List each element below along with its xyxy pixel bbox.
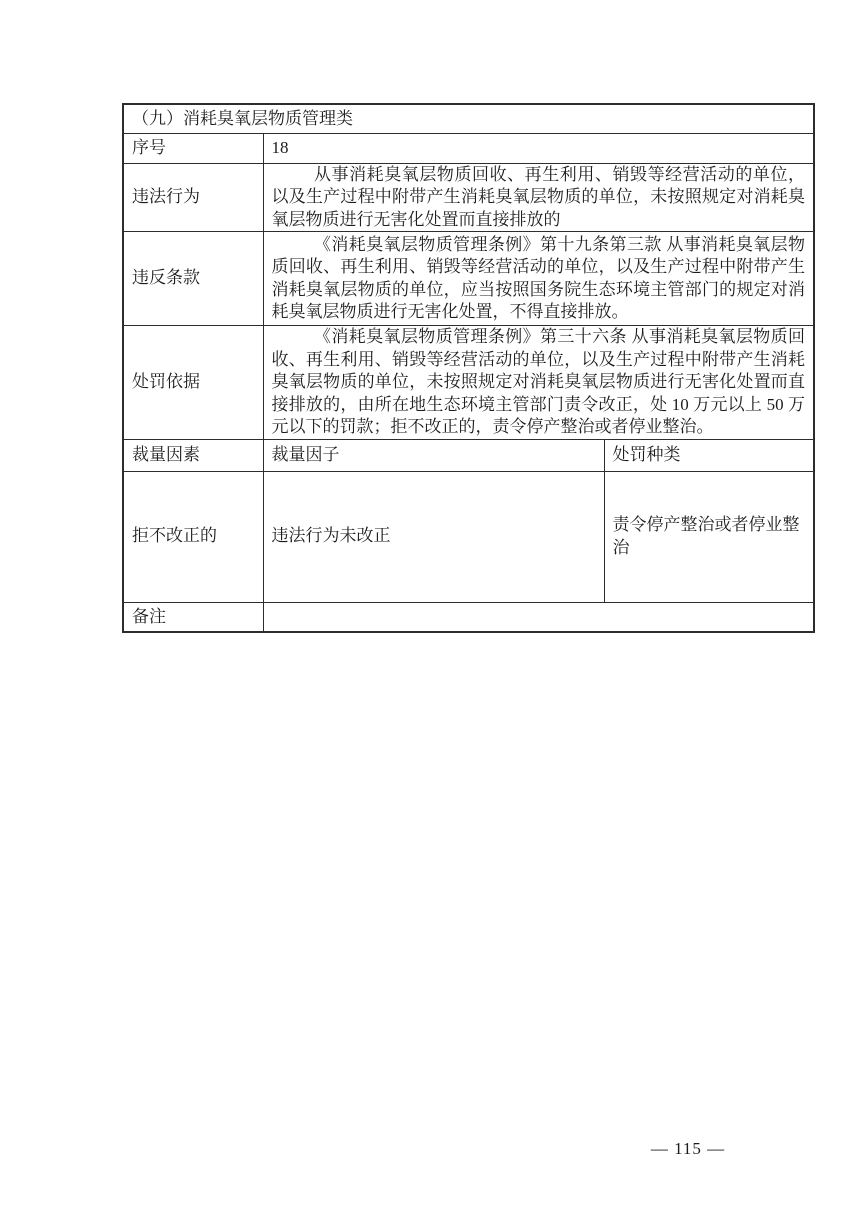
discretion-header-penalty-type: 处罚种类 [604,439,814,471]
violation-text: 从事消耗臭氧层物质回收、再生利用、销毁等经营活动的单位，以及生产过程中附带产生消耗臭氧层物质的单位，未按照规定对消耗臭氧层物质进行无害化处置而直接排放的 [263,163,814,232]
table-row-remarks [123,602,814,632]
discretion-penalty: 责令停产整治或者停业整治 [604,471,814,602]
table-row-discretion-entry [123,471,814,602]
table-row-serial [123,133,814,163]
discretion-factor: 违法行为未改正 [263,471,604,602]
page-number: — 115 — [650,1139,726,1158]
remarks-label: 备注 [123,602,263,632]
table-row-violation [123,163,814,232]
penalty-table [122,103,815,633]
section-title: （九）消耗臭氧层物质管理类 [123,104,814,133]
table-row-penalty-basis [123,326,814,440]
penalty-basis-text: 《消耗臭氧层物质管理条例》第三十六条 从事消耗臭氧层物质回收、再生利用、销毁等经营活动的单位，以及生产过程中附带产生消耗臭氧层物质的单位，未按照规定对消耗臭氧层物质进行无害化处置而直接排放的，由所在地生态环境主管部门责令改正，处 10 万元以上 50 万元以下的罚款；拒不改正的，责令停产整治或者停业整治。 [263,326,814,440]
penalty-basis-label: 处罚依据 [123,326,263,440]
serial-value: 18 [263,133,814,163]
discretion-header-factor: 裁量因子 [263,439,604,471]
remarks-value [263,602,814,632]
table-row-clause [123,232,814,326]
discretion-header-factor-type: 裁量因素 [123,439,263,471]
violation-label: 违法行为 [123,163,263,232]
serial-label: 序号 [123,133,263,163]
table-row-section-title [123,104,814,133]
clause-label: 违反条款 [123,232,263,326]
clause-text: 《消耗臭氧层物质管理条例》第十九条第三款 从事消耗臭氧层物质回收、再生利用、销毁等经营活动的单位，以及生产过程中附带产生消耗臭氧层物质的单位，应当按照国务院生态环境主管部门的规定对消耗臭氧层物质进行无害化处置，不得直接排放。 [263,232,814,326]
table-row-discretion-header [123,439,814,471]
discretion-factor-type: 拒不改正的 [123,471,263,602]
